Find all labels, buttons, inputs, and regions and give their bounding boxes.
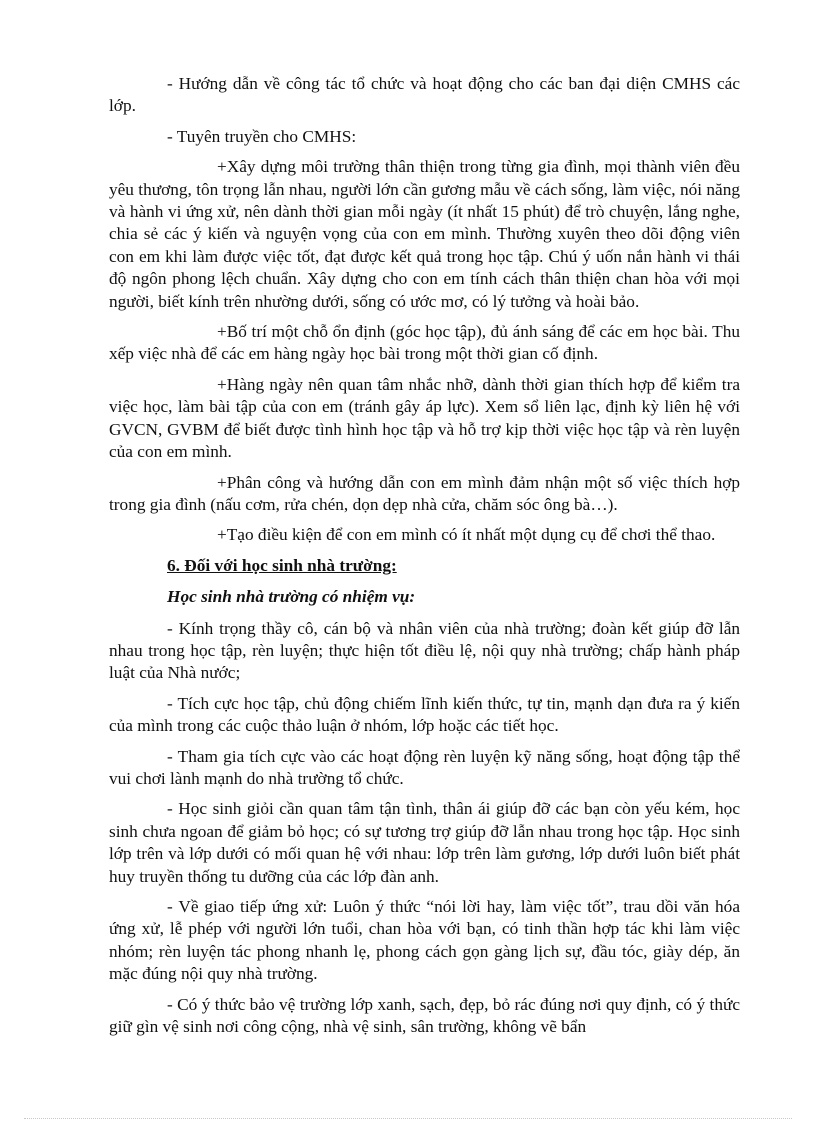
paragraph: - Học sinh giỏi cần quan tâm tận tình, thân ái giúp đỡ các bạn còn yếu kém, học sinh chưa ngoan để giảm bỏ học; có sự tương trợ giúp đỡ lẫn nhau trong học tập. Học sinh lớp trên và lớp dưới có mối quan hệ với nhau: lớp trên làm gương, lớp dưới luôn biết phát huy truyền thống tu dưỡng của các lớp đàn anh. [109, 799, 740, 886]
page-bottom-divider [24, 1118, 792, 1119]
paragraph: +Hàng ngày nên quan tâm nhắc nhỡ, dành thời gian thích hợp để kiểm tra việc học, làm bài tập của con em (tránh gây áp lực). Xem sổ liên lạc, định kỳ liên hệ với GVCN, GVBM để biết được tình hình học tập và hỗ trợ kịp thời việc học tập và rèn luyện của con em mình. [109, 374, 740, 462]
paragraph: - Tích cực học tập, chủ động chiếm lĩnh kiến thức, tự tin, mạnh dạn đưa ra ý kiến của mình trong các cuộc thảo luận ở nhóm, lớp hoặc các tiết học. [109, 693, 740, 736]
paragraph: - Kính trọng thầy cô, cán bộ và nhân viên của nhà trường; đoàn kết giúp đỡ lẫn nhau trong học tập, rèn luyện; thực hiện tốt điều lệ, nội quy nhà trường; chấp hành pháp luật của Nhà nước; [109, 618, 740, 683]
section-subheading: Học sinh nhà trường có nhiệm vụ: [167, 587, 416, 607]
section-heading: 6. Đối với học sinh nhà trường: [167, 555, 397, 575]
paragraph: - Tham gia tích cực vào các hoạt động rèn luyện kỹ năng sống, hoạt động tập thể vui chơi lành mạnh do nhà trường tổ chức. [109, 746, 740, 788]
paragraph: - Tuyên truyền cho CMHS: [167, 126, 357, 146]
paragraph: - Có ý thức bảo vệ trường lớp xanh, sạch, đẹp, bỏ rác đúng nơi quy định, có ý thức giữ gìn vệ sinh nơi công cộng, nhà vệ sinh, sân trường, không vẽ bẩn [109, 994, 740, 1037]
paragraph: +Bố trí một chỗ ổn định (góc học tập), đủ ánh sáng để các em học bài. Thu xếp việc nhà để các em hàng ngày học bài trong một thời gian cố định. [109, 322, 740, 364]
paragraph: - Hướng dẫn về công tác tổ chức và hoạt động cho các ban đại diện CMHS các lớp. [109, 74, 740, 116]
paragraph: +Tạo điều kiện để con em mình có ít nhất một dụng cụ để chơi thể thao. [217, 525, 716, 545]
paragraph: - Về giao tiếp ứng xử: Luôn ý thức “nói lời hay, làm việc tốt”, trau dồi văn hóa ứng xử, lễ phép với người lớn tuổi, chan hòa với bạn, có tinh thần hợp tác khi làm việc nhóm; rèn luyện tác phong nhanh lẹ, phong cách gọn gàng lịch sự, đầu tóc, giày dép, ăn mặc đúng nội quy nhà trường. [109, 897, 740, 984]
paragraph: +Xây dựng môi trường thân thiện trong từng gia đình, mọi thành viên đều yêu thương, tôn trọng lẫn nhau, người lớn cần gương mẫu về cách sống, làm việc, nói năng và hành vi ứng xử, nên dành thời gian mỗi ngày (ít nhất 15 phút) để trò chuyện, lắng nghe, chia sẻ các ý kiến và nguyện vọng của con em mình. Thường xuyên theo dõi động viên con em khi làm được việc tốt, đạt được kết quả trong học tập. Chú ý uốn nắn hành vi thái độ ngôn phong lệch chuẩn. Xây dựng cho con em tính cách thân thiện chan hòa với mọi người, biết kính trên nhường dưới, sống có ước mơ, có lý tưởng và hoài bảo. [109, 157, 740, 311]
paragraph: +Phân công và hướng dẫn con em mình đảm nhận một số việc thích hợp trong gia đình (nấu cơm, rửa chén, dọn dẹp nhà cửa, chăm sóc ông bà…). [109, 472, 740, 514]
